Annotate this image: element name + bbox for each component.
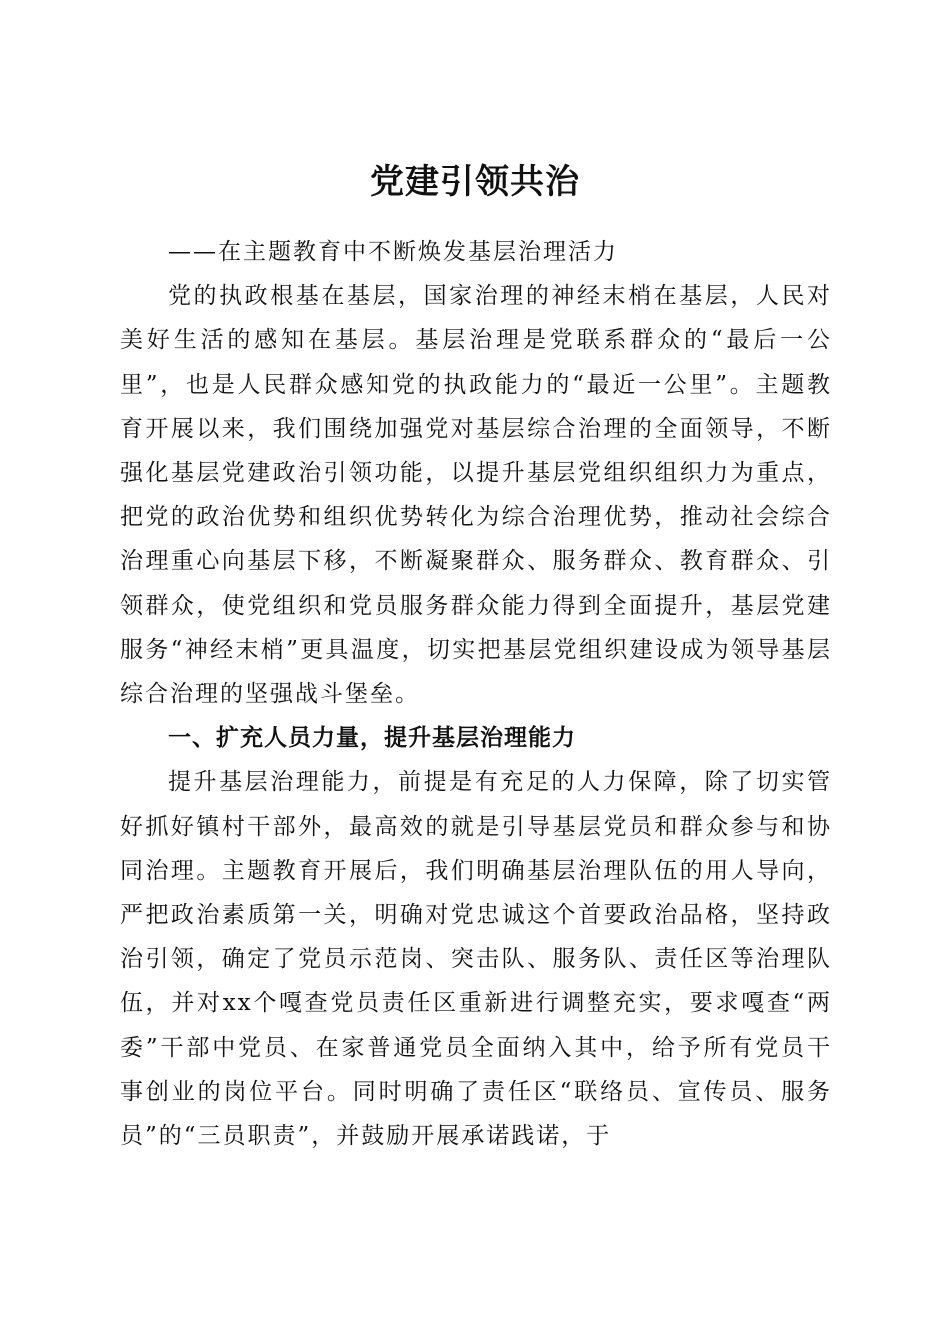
document-title: 党建引领共治 <box>370 161 580 202</box>
document-subtitle: ——在主题教育中不断焕发基层治理活力 <box>168 239 618 265</box>
document-body <box>120 230 832 1158</box>
section-paragraph: 提升基层治理能力，前提是有充足的人力保障，除了切实管好抓好镇村干部外，最高效的就是引导基层党员和群众参与和协同治理。主题教育开展后，我们明确基层治理队伍的用人导向，严把政治素质第一关，明确对党忠诚这个首要政治品格，坚持政治引领，确定了党员示范岗、突击队、服务队、责任区等治理队伍，并对xx个嘎查党员责任区重新进行调整充实，要求嘎查“两委”干部中党员、在家普通党员全面纳入其中，给予所有党员干事创业的岗位平台。同时明确了责任区“联络员、宣传员、服务员”的“三员职责”，并鼓励开展承诺践诺，于 <box>120 769 832 1150</box>
section-heading: 一、扩充人员力量，提升基层治理能力 <box>168 725 576 752</box>
intro-paragraph: 党的执政根基在基层，国家治理的神经末梢在基层，人民对美好生活的感知在基层。基层治理是党联系群众的“最后一公里”，也是人民群众感知党的执政能力的“最近一公里”。主题教育开展以来，我们围绕加强党对基层综合治理的全面领导，不断强化基层党建政治引领功能，以提升基层党组织组织力为重点，把党的政治优势和组织优势转化为综合治理优势，推动社会综合治理重心向基层下移，不断凝聚群众、服务群众、教育群众、引领群众，使党组织和党员服务群众能力得到全面提升，基层党建服务“神经末梢”更具温度，切实把基层党组织建设成为领导基层综合治理的坚强战斗堡垒。 <box>120 283 832 708</box>
